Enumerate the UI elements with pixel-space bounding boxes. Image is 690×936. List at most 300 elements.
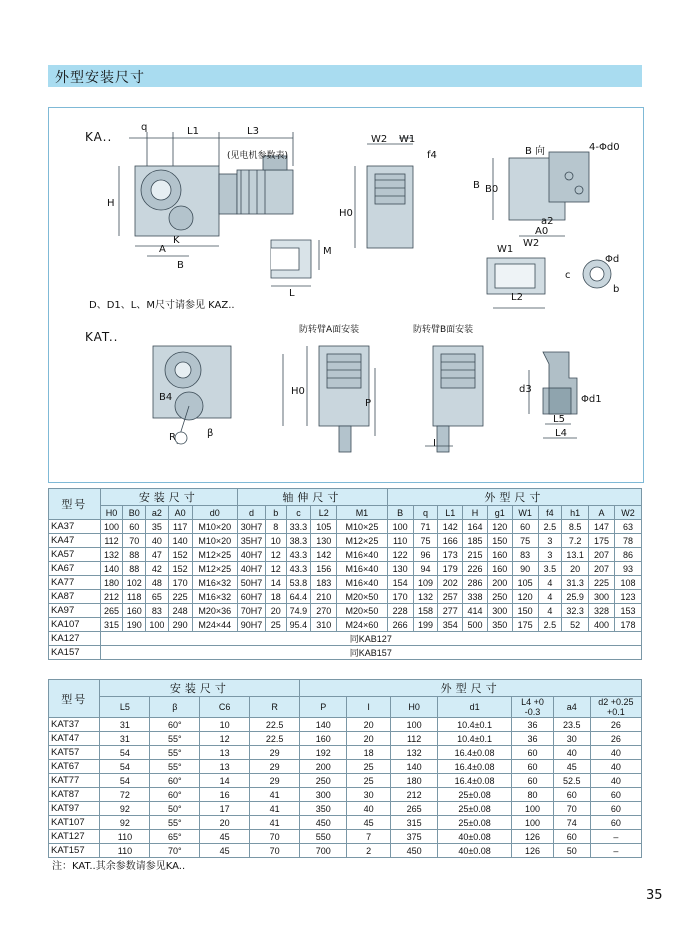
row-model: KAT157 xyxy=(49,844,100,858)
table-cell: 96 xyxy=(413,548,438,562)
table-cell: 70 xyxy=(553,802,590,816)
t2-column-header: C6 xyxy=(200,697,250,718)
dim-i: I xyxy=(433,438,436,449)
table-cell: 3.5 xyxy=(538,562,562,576)
dim-h: H xyxy=(107,198,115,209)
t2-model-header: 型号 xyxy=(49,680,100,718)
table-cell: 40 xyxy=(146,534,169,548)
dim-bb: b xyxy=(613,284,620,295)
table-cell: 20 xyxy=(200,816,250,830)
t1-column-header: f4 xyxy=(538,506,562,520)
table-cell: 123 xyxy=(614,590,641,604)
table-cell: M16×32 xyxy=(192,590,237,604)
table-cell: 83 xyxy=(146,604,169,618)
table-cell: 207 xyxy=(589,562,615,576)
dim-a: A xyxy=(159,244,166,255)
kat-side-view xyxy=(153,346,283,444)
row-model: KAT97 xyxy=(49,802,100,816)
ka-dimension-table xyxy=(48,488,642,660)
t1-column-header: W2 xyxy=(614,506,641,520)
table-cell: 290 xyxy=(168,618,192,632)
t1-column-header: L1 xyxy=(438,506,463,520)
table-cell: 13.1 xyxy=(562,548,589,562)
table-cell: 60 xyxy=(590,788,641,802)
ka-shaft-detail xyxy=(271,240,319,286)
table-cell: 29 xyxy=(249,760,299,774)
table-cell: 228 xyxy=(387,604,413,618)
table-cell: 130 xyxy=(387,562,413,576)
table-row xyxy=(49,520,642,534)
table-cell: 47 xyxy=(146,548,169,562)
table-cell: 60 xyxy=(553,830,590,844)
t1-column-header: g1 xyxy=(487,506,512,520)
table-cell: 60 xyxy=(512,774,554,788)
table-cell: 48 xyxy=(146,576,169,590)
b-view-label: B 向 xyxy=(525,146,546,157)
t1-column-header: d xyxy=(238,506,266,520)
table-cell: 60 xyxy=(512,746,554,760)
row-model: KA77 xyxy=(49,576,101,590)
table-cell: M16×32 xyxy=(192,576,237,590)
table-cell: 17 xyxy=(200,802,250,816)
table-cell: 70 xyxy=(249,844,299,858)
table-cell: 41 xyxy=(249,802,299,816)
dim-d3: d3 xyxy=(519,384,532,395)
table-row xyxy=(49,632,642,646)
table-cell: 25 xyxy=(265,618,286,632)
table-cell: 30 xyxy=(347,788,391,802)
table-cell: 50° xyxy=(150,802,200,816)
dim-beta: β xyxy=(207,428,214,439)
table-cell: 350 xyxy=(300,802,347,816)
t1-group-outline: 外型尺寸 xyxy=(387,489,641,506)
t2-column-header: a4 xyxy=(553,697,590,718)
t2-column-header: β xyxy=(150,697,200,718)
table-row xyxy=(49,618,642,632)
dim-r: R xyxy=(169,432,176,443)
table-cell: 74.9 xyxy=(286,604,311,618)
table-cell: 170 xyxy=(387,590,413,604)
t1-column-headers xyxy=(49,506,642,520)
do-label: 4-Φd0 xyxy=(589,142,620,153)
dim-w2b: W2 xyxy=(523,238,540,249)
table-cell: 140 xyxy=(168,534,192,548)
table-row xyxy=(49,548,642,562)
table-cell: 31 xyxy=(100,732,150,746)
table-cell: 60 xyxy=(123,520,146,534)
table-cell: 23.5 xyxy=(553,718,590,732)
table-cell: 40±0.08 xyxy=(437,844,511,858)
dimension-drawing xyxy=(48,107,644,483)
dim-l: L xyxy=(289,288,295,299)
table-cell: 202 xyxy=(438,576,463,590)
table-cell: 12 xyxy=(265,562,286,576)
table-cell: 265 xyxy=(100,604,123,618)
table-row xyxy=(49,844,642,858)
table-cell: 100 xyxy=(512,802,554,816)
row-model: KA127 xyxy=(49,632,101,646)
table-cell: M20×50 xyxy=(337,590,388,604)
table-cell: 36 xyxy=(512,718,554,732)
table-row xyxy=(49,732,642,746)
table-cell: 13 xyxy=(200,760,250,774)
dim-c: c xyxy=(565,270,571,281)
table-cell: M16×40 xyxy=(337,576,388,590)
table-cell: 25±0.08 xyxy=(437,788,511,802)
table-cell: 42 xyxy=(146,562,169,576)
table-cell: 328 xyxy=(589,604,615,618)
dim-l4: L4 xyxy=(555,428,567,439)
table-cell: 30H7 xyxy=(238,520,266,534)
ka-front-view xyxy=(355,138,413,248)
table-cell: 30 xyxy=(553,732,590,746)
dim-k: K xyxy=(173,235,180,246)
table-cell: 132 xyxy=(100,548,123,562)
table-cell: 173 xyxy=(438,548,463,562)
table-cell: 70H7 xyxy=(238,604,266,618)
table-cell: 450 xyxy=(391,844,438,858)
table-cell: 26 xyxy=(590,718,641,732)
dim-b: B xyxy=(177,260,184,271)
table-cell: 110 xyxy=(387,534,413,548)
arm-a-label: 防转臂A面安装 xyxy=(299,325,360,335)
table-cell: 18 xyxy=(265,590,286,604)
t1-column-header: c xyxy=(286,506,311,520)
section-title: 外型安装尺寸 xyxy=(55,70,145,86)
table-cell: 40 xyxy=(553,746,590,760)
table-cell: 110 xyxy=(100,844,150,858)
t2-column-header: P xyxy=(300,697,347,718)
table-cell: 315 xyxy=(100,618,123,632)
dim-b-right: B xyxy=(473,180,480,191)
table-cell: 16.4±0.08 xyxy=(437,760,511,774)
table-cell: 64.4 xyxy=(286,590,311,604)
footnote: 注：KAT..其余参数请参见KA.. xyxy=(52,861,186,872)
table-cell: – xyxy=(590,830,641,844)
table-cell: 60° xyxy=(150,774,200,788)
table-cell: 142 xyxy=(311,548,337,562)
table-cell: 54 xyxy=(100,760,150,774)
table-row xyxy=(49,718,642,732)
table-cell: 210 xyxy=(311,590,337,604)
table-cell: 130 xyxy=(311,534,337,548)
row-model: KAT127 xyxy=(49,830,100,844)
table-cell: 40H7 xyxy=(238,562,266,576)
table-cell: 71 xyxy=(413,520,438,534)
table-row xyxy=(49,802,642,816)
table-cell: 26 xyxy=(590,732,641,746)
table-cell: 75 xyxy=(413,534,438,548)
t1-column-header: H xyxy=(463,506,488,520)
table-cell: 215 xyxy=(463,548,488,562)
table-cell: 52 xyxy=(562,618,589,632)
table-cell: 94 xyxy=(413,562,438,576)
table-cell: 175 xyxy=(512,618,538,632)
t1-body xyxy=(49,520,642,660)
table-cell: 700 xyxy=(300,844,347,858)
table-cell: 10 xyxy=(200,718,250,732)
table-cell: 354 xyxy=(438,618,463,632)
table-cell: 132 xyxy=(413,590,438,604)
table-cell: 55° xyxy=(150,760,200,774)
table-cell: 70° xyxy=(150,844,200,858)
table-row xyxy=(49,534,642,548)
dim-h0: H0 xyxy=(339,208,353,219)
table-cell: 100 xyxy=(146,618,169,632)
table-cell: 29 xyxy=(249,774,299,788)
table-cell: 250 xyxy=(300,774,347,788)
table-cell: 257 xyxy=(438,590,463,604)
table-cell: 16.4±0.08 xyxy=(437,746,511,760)
table-cell: 277 xyxy=(438,604,463,618)
table-cell: 109 xyxy=(413,576,438,590)
table-cell: 200 xyxy=(487,576,512,590)
table-cell: 180 xyxy=(391,774,438,788)
table-row xyxy=(49,646,642,660)
table-cell: 70 xyxy=(123,534,146,548)
dim-d: Φd xyxy=(605,254,620,265)
dim-b0: B0 xyxy=(485,184,499,195)
t2-column-header: I xyxy=(347,697,391,718)
dim-a2: a2 xyxy=(541,216,554,227)
row-model: KA47 xyxy=(49,534,101,548)
table-row xyxy=(49,816,642,830)
table-cell: 40 xyxy=(590,746,641,760)
table-cell: 65° xyxy=(150,830,200,844)
table-cell: M16×40 xyxy=(337,562,388,576)
dim-m: M xyxy=(323,246,332,257)
table-cell: 10.4±0.1 xyxy=(437,732,511,746)
t1-model-header: 型号 xyxy=(49,489,101,520)
t1-column-header: a2 xyxy=(146,506,169,520)
hollow-shaft-detail xyxy=(487,258,611,308)
table-cell: 8 xyxy=(265,520,286,534)
table-cell: 55° xyxy=(150,732,200,746)
table-cell: 80 xyxy=(512,788,554,802)
table-cell: 7.2 xyxy=(562,534,589,548)
t2-column-headers xyxy=(49,697,642,718)
table-cell: 160 xyxy=(300,732,347,746)
row-model: KAT107 xyxy=(49,816,100,830)
table-cell: M20×36 xyxy=(192,604,237,618)
t1-column-header: L2 xyxy=(311,506,337,520)
dim-d1: Φd1 xyxy=(581,394,602,405)
table-cell: 60 xyxy=(590,802,641,816)
table-cell: 200 xyxy=(300,760,347,774)
table-cell: 20 xyxy=(347,732,391,746)
table-cell: 164 xyxy=(463,520,488,534)
ref-note: D、D1、L、M尺寸请参见 KAZ.. xyxy=(89,300,235,311)
table-cell: 20 xyxy=(347,718,391,732)
table-cell: 72 xyxy=(100,788,150,802)
table-cell: 500 xyxy=(463,618,488,632)
span-cell: 同KAB127 xyxy=(100,632,641,646)
table-cell: M10×25 xyxy=(337,520,388,534)
table-row xyxy=(49,760,642,774)
table-row xyxy=(49,788,642,802)
table-cell: 105 xyxy=(512,576,538,590)
table-row xyxy=(49,774,642,788)
table-cell: 45 xyxy=(200,844,250,858)
table-row xyxy=(49,590,642,604)
technical-drawing-svg xyxy=(49,108,643,482)
table-cell: 31.3 xyxy=(562,576,589,590)
table-cell: 140 xyxy=(100,562,123,576)
table-cell: 102 xyxy=(123,576,146,590)
dim-w1b: W1 xyxy=(497,244,514,255)
table-cell: 100 xyxy=(391,718,438,732)
table-cell: 60 xyxy=(512,520,538,534)
table-cell: 43.3 xyxy=(286,548,311,562)
table-cell: 225 xyxy=(589,576,615,590)
table-cell: 112 xyxy=(100,534,123,548)
table-cell: 43.3 xyxy=(286,562,311,576)
row-model: KA97 xyxy=(49,604,101,618)
t2-body xyxy=(49,718,642,858)
table-cell: 25 xyxy=(347,774,391,788)
table-cell: 33.3 xyxy=(286,520,311,534)
table-cell: 270 xyxy=(311,604,337,618)
table-cell: 160 xyxy=(487,548,512,562)
table-cell: M20×50 xyxy=(337,604,388,618)
dim-q: q xyxy=(141,122,148,133)
table-cell: 132 xyxy=(391,746,438,760)
dim-w2: W2 xyxy=(371,134,388,145)
table-cell: 179 xyxy=(438,562,463,576)
t2-column-header: L4 +0 -0.3 xyxy=(512,697,554,718)
section-header xyxy=(48,65,642,87)
table-cell: 140 xyxy=(300,718,347,732)
t2-column-header: d1 xyxy=(437,697,511,718)
table-cell: 95.4 xyxy=(286,618,311,632)
table-cell: 65 xyxy=(146,590,169,604)
table-row xyxy=(49,576,642,590)
t2-column-header: L5 xyxy=(100,697,150,718)
table-cell: 45 xyxy=(553,760,590,774)
table-cell: 40 xyxy=(590,774,641,788)
table-cell: 108 xyxy=(614,576,641,590)
row-model: KAT37 xyxy=(49,718,100,732)
table-cell: 185 xyxy=(463,534,488,548)
table-cell: 60° xyxy=(150,788,200,802)
table-cell: 178 xyxy=(614,618,641,632)
dim-h0-kat: H0 xyxy=(291,386,305,397)
row-model: KAT87 xyxy=(49,788,100,802)
t1-column-header: h1 xyxy=(562,506,589,520)
table-cell: 207 xyxy=(589,548,615,562)
table-cell: 38.3 xyxy=(286,534,311,548)
table-cell: 126 xyxy=(512,844,554,858)
table-cell: 375 xyxy=(391,830,438,844)
table-cell: 14 xyxy=(200,774,250,788)
row-model: KA67 xyxy=(49,562,101,576)
table-cell: 170 xyxy=(168,576,192,590)
table-cell: 450 xyxy=(300,816,347,830)
table-cell: 154 xyxy=(387,576,413,590)
row-model: KAT57 xyxy=(49,746,100,760)
t1-column-header: M1 xyxy=(337,506,388,520)
table-cell: M10×20 xyxy=(192,534,237,548)
row-model: KA87 xyxy=(49,590,101,604)
table-cell: – xyxy=(590,844,641,858)
table-cell: 22.5 xyxy=(249,732,299,746)
t2-group-outline: 外型尺寸 xyxy=(300,680,642,697)
kat-dimension-table xyxy=(48,679,642,858)
t2-group-mounting: 安装尺寸 xyxy=(100,680,300,697)
table-cell: 192 xyxy=(300,746,347,760)
table-cell: 88 xyxy=(123,548,146,562)
dim-l1: L1 xyxy=(187,126,199,137)
table-cell: 54 xyxy=(100,774,150,788)
table-cell: 3 xyxy=(538,548,562,562)
t1-column-header: B0 xyxy=(123,506,146,520)
table-cell: 110 xyxy=(100,830,150,844)
table-cell: 350 xyxy=(487,618,512,632)
table-cell: 55° xyxy=(150,746,200,760)
table-cell: 2.5 xyxy=(538,618,562,632)
t1-column-header: B xyxy=(387,506,413,520)
table-cell: 75 xyxy=(512,534,538,548)
table-cell: 4 xyxy=(538,604,562,618)
table-cell: 25 xyxy=(347,760,391,774)
table-cell: 266 xyxy=(387,618,413,632)
table-cell: 92 xyxy=(100,816,150,830)
table-cell: 400 xyxy=(589,618,615,632)
table-cell: 100 xyxy=(100,520,123,534)
table-cell: 300 xyxy=(300,788,347,802)
table-cell: 40 xyxy=(347,802,391,816)
table-cell: 20 xyxy=(562,562,589,576)
table-cell: 147 xyxy=(589,520,615,534)
table-cell: 3 xyxy=(538,534,562,548)
table-cell: 190 xyxy=(123,618,146,632)
table-cell: 120 xyxy=(487,520,512,534)
table-cell: 25±0.08 xyxy=(437,802,511,816)
table-cell: 16.4±0.08 xyxy=(437,774,511,788)
dim-a0: A0 xyxy=(535,226,549,237)
t1-column-header: q xyxy=(413,506,438,520)
table-cell: 315 xyxy=(391,816,438,830)
table-cell: 32.3 xyxy=(562,604,589,618)
table-cell: 90 xyxy=(512,562,538,576)
table-cell: 105 xyxy=(311,520,337,534)
table-row xyxy=(49,830,642,844)
table-cell: 2.5 xyxy=(538,520,562,534)
row-model: KA57 xyxy=(49,548,101,562)
t2-column-header: R xyxy=(249,697,299,718)
table-cell: 52.5 xyxy=(553,774,590,788)
table-cell: 50H7 xyxy=(238,576,266,590)
table-cell: M24×44 xyxy=(192,618,237,632)
table-cell: 225 xyxy=(168,590,192,604)
table-cell: 40 xyxy=(590,760,641,774)
table-cell: 25±0.08 xyxy=(437,816,511,830)
table-cell: 70 xyxy=(249,830,299,844)
table-cell: 10 xyxy=(265,534,286,548)
table-cell: 40H7 xyxy=(238,548,266,562)
table-cell: 16 xyxy=(200,788,250,802)
table-cell: 4 xyxy=(538,576,562,590)
table-cell: 112 xyxy=(391,732,438,746)
table-cell: M10×20 xyxy=(192,520,237,534)
table-cell: 100 xyxy=(387,520,413,534)
table-cell: 153 xyxy=(614,604,641,618)
table-cell: 212 xyxy=(100,590,123,604)
t2-column-header: H0 xyxy=(391,697,438,718)
table-cell: 300 xyxy=(589,590,615,604)
table-cell: 140 xyxy=(391,760,438,774)
table-cell: 150 xyxy=(487,534,512,548)
